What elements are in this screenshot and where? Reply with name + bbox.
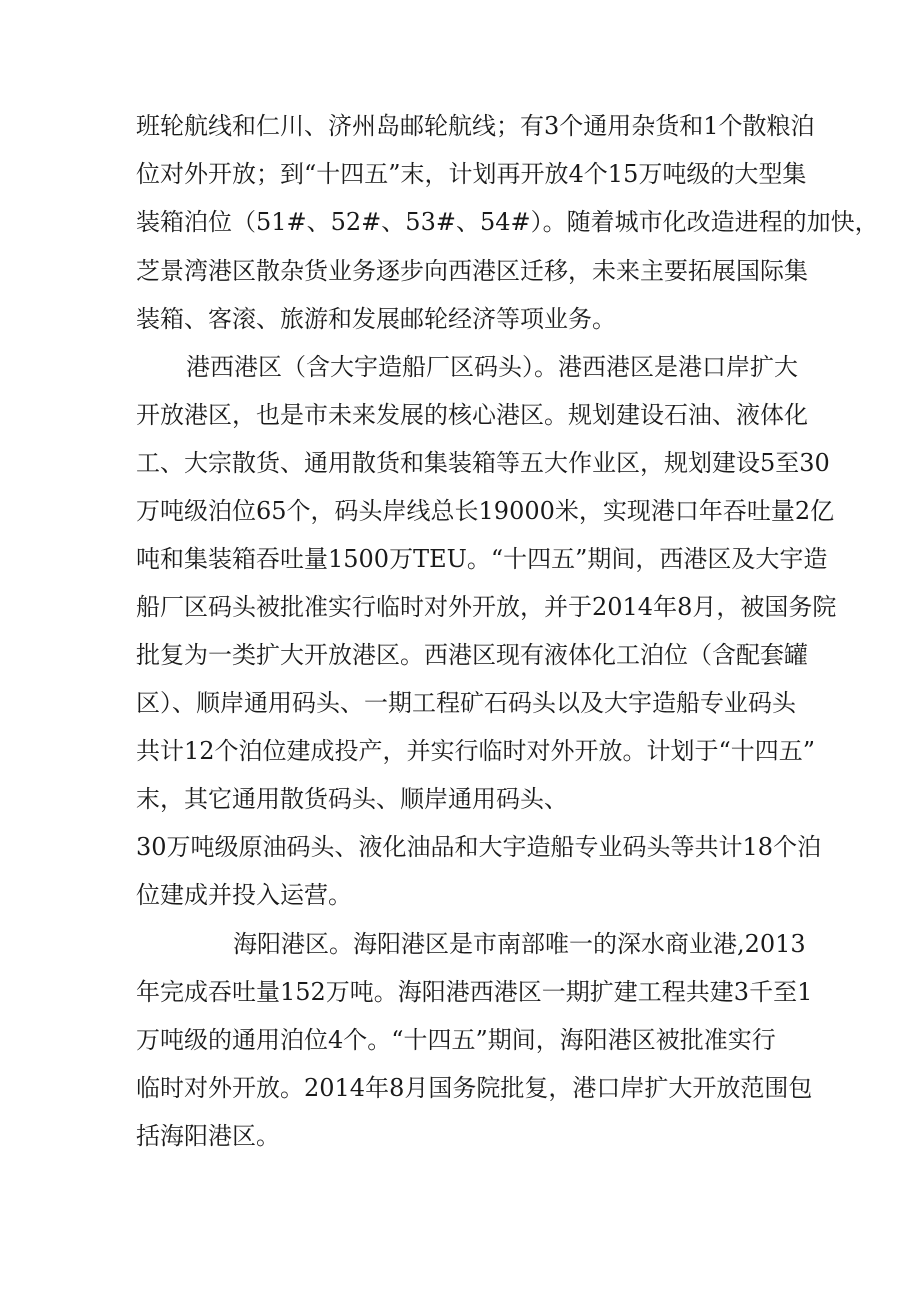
paragraph-2-line-3: 工、大宗散货、通用散货和集装箱等五大作业区，规划建设5至30 — [136, 449, 830, 477]
paragraph-2-line-9: 共计12个泊位建成投产，并实行临时对外开放。计划于“十四五” — [136, 737, 816, 765]
paragraph-2-line-5: 吨和集装箱吞吐量1500万TEU。“十四五”期间，西港区及大宇造 — [136, 545, 828, 573]
paragraph-1-line-2: 位对外开放；到“十四五”末，计划再开放4个15万吨级的大型集 — [136, 160, 807, 188]
paragraph-1-line-3: 装箱泊位（51#、52#、53#、54#）。随着城市化改造进程的加快， — [136, 208, 879, 236]
paragraph-3-line-3: 万吨级的通用泊位4个。“十四五”期间，海阳港区被批准实行 — [136, 1026, 776, 1054]
paragraph-3-line-5: 括海阳港区。 — [136, 1122, 280, 1150]
paragraph-1-line-4: 芝景湾港区散杂货业务逐步向西港区迁移，未来主要拓展国际集 — [136, 257, 808, 285]
paragraph-2-line-1: 港西港区（含大宇造船厂区码头）。港西港区是港口岸扩大 — [186, 353, 798, 381]
paragraph-2-line-8: 区）、顺岸通用码头、一期工程矿石码头以及大宇造船专业码头 — [136, 689, 796, 717]
paragraph-2-line-7: 批复为一类扩大开放港区。西港区现有液体化工泊位（含配套罐 — [136, 641, 808, 669]
paragraph-2-line-10: 末，其它通用散货码头、顺岸通用码头、 — [136, 785, 568, 813]
paragraph-2-line-2: 开放港区，也是市未来发展的核心港区。规划建设石油、液体化 — [136, 401, 808, 429]
paragraph-2-line-6: 船厂区码头被批准实行临时对外开放，并于2014年8月，被国务院 — [136, 593, 837, 621]
paragraph-1-line-5: 装箱、客滚、旅游和发展邮轮经济等项业务。 — [136, 305, 616, 333]
paragraph-3-line-2: 年完成吞吐量152万吨。海阳港西港区一期扩建工程共建3千至1 — [136, 978, 813, 1006]
paragraph-1-line-1: 班轮航线和仁川、济州岛邮轮航线；有3个通用杂货和1个散粮泊 — [136, 112, 815, 140]
paragraph-3-line-4: 临时对外开放。2014年8月国务院批复，港口岸扩大开放范围包 — [136, 1074, 813, 1102]
paragraph-2-line-12: 位建成并投入运营。 — [136, 881, 352, 909]
paragraph-3-line-1: 海阳港区。海阳港区是市南部唯一的深水商业港,2013 — [233, 930, 806, 958]
paragraph-2-line-4: 万吨级泊位65个，码头岸线总长19000米，实现港口年吞吐量2亿 — [136, 497, 835, 525]
paragraph-2-line-11: 30万吨级原油码头、液化油品和大宇造船专业码头等共计18个泊 — [136, 833, 822, 861]
